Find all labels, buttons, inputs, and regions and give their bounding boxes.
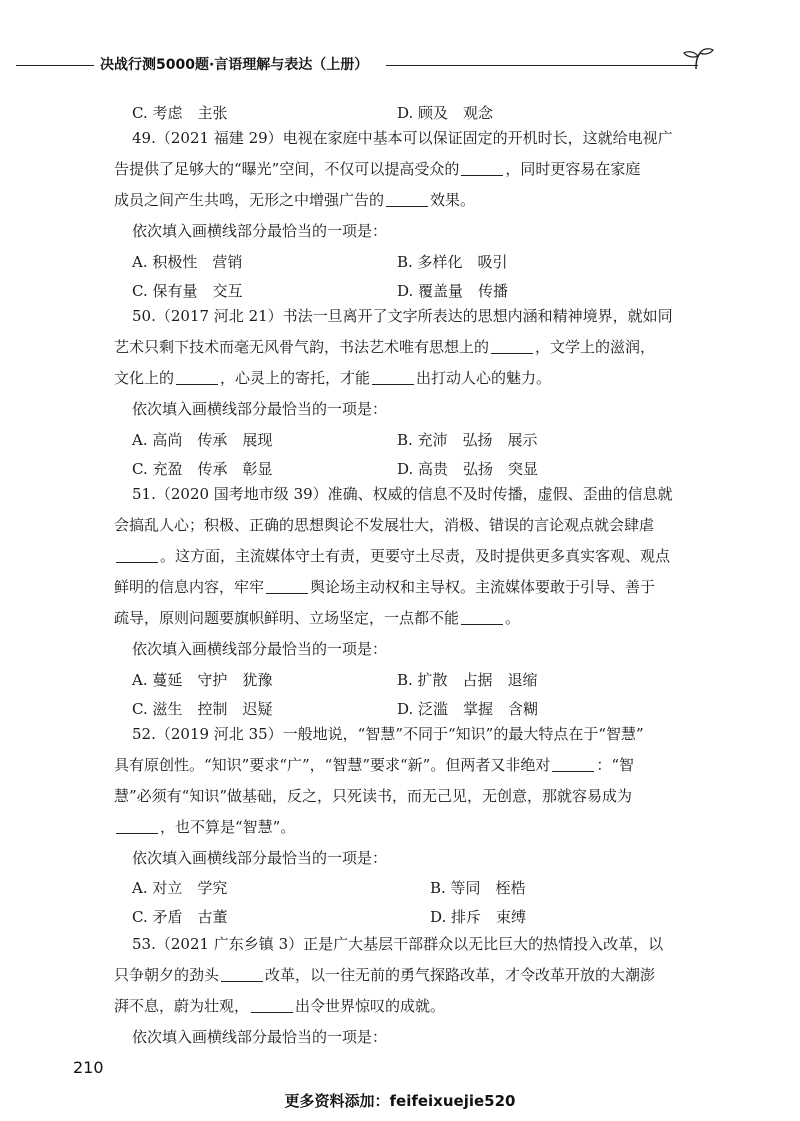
q52-line-1: 52.（2019 河北 35）一般地说，“智慧”不同于“知识”的最大特点在于“智慧” — [132, 725, 644, 743]
blank-line — [116, 819, 158, 834]
q52-prompt: 依次填入画横线部分最恰当的一项是： — [132, 849, 388, 867]
q49-line-3b: 效果。 — [430, 191, 476, 209]
q49-line-2a: 告提供了足够大的“曝光”空间，不仅可以提高受众的 — [114, 160, 460, 178]
q51-option-c: C. 滋生 控制 迟疑 — [132, 700, 273, 718]
blank-line — [461, 610, 503, 625]
q53-line-3a: 湃不息，蔚为壮观， — [114, 997, 250, 1015]
q50-stem — [114, 301, 694, 425]
q48-option-c: C. 考虑 主张 — [132, 104, 228, 122]
blank-line — [491, 339, 533, 354]
q51-line-5b: 。 — [505, 609, 521, 627]
q53-line-1: 53.（2021 广东乡镇 3）正是广大基层干部群众以无比巨大的热情投入改革，以 — [132, 935, 664, 953]
blank-line — [461, 161, 503, 176]
q49-option-a: A. 积极性 营销 — [132, 253, 243, 271]
q51-line-1: 51.（2020 国考地市级 39）准确、权威的信息不及时传播，虚假、歪曲的信息就 — [132, 485, 673, 503]
q49-option-d: D. 覆盖量 传播 — [397, 282, 509, 300]
q49-stem — [114, 123, 694, 247]
blank-line — [116, 548, 158, 563]
header-rule-left — [16, 65, 94, 66]
q49-line-3a: 成员之间产生共鸣，无形之中增强广告的 — [114, 191, 385, 209]
q50-line-3b: ，心灵上的寄托，才能 — [220, 369, 371, 387]
q51-line-3: 。这方面，主流媒体守土有责，更要守土尽责，及时提供更多真实客观、观点 — [160, 547, 671, 565]
q52-line-2b: ：“智 — [596, 756, 635, 774]
q49-line-1: 49.（2021 福建 29）电视在家庭中基本可以保证固定的开机时长，这就给电视广 — [132, 129, 673, 147]
blank-line — [176, 370, 218, 385]
q51-option-b: B. 扩散 占据 退缩 — [397, 671, 538, 689]
q53-line-2a: 只争朝夕的劲头 — [114, 966, 220, 984]
blank-line — [251, 998, 293, 1013]
q52-stem — [114, 719, 694, 874]
q51-line-5a: 疏导，原则问题要旗帜鲜明、立场坚定，一点都不能 — [114, 609, 460, 627]
q50-option-d: D. 高贵 弘扬 突显 — [397, 460, 539, 478]
q51-line-4b: 舆论场主动权和主导权。主流媒体要敢于引导、善于 — [310, 578, 656, 596]
footer-note: 更多资料添加：feifeixuejie520 — [284, 1092, 516, 1110]
q52-option-c: C. 矛盾 古董 — [132, 908, 228, 926]
blank-line — [266, 579, 308, 594]
q52-option-d: D. 排斥 束缚 — [430, 908, 527, 926]
header-rule-right — [386, 65, 698, 66]
sprout-icon — [676, 47, 716, 69]
q51-line-4a: 鲜明的信息内容，牢牢 — [114, 578, 265, 596]
q52-line-2a: 具有原创性。“知识”要求“广”，“智慧”要求“新”。但两者又非绝对 — [114, 756, 551, 774]
q50-option-b: B. 充沛 弘扬 展示 — [397, 431, 538, 449]
q50-line-3c: 出打动人心的魅力。 — [416, 369, 552, 387]
q50-line-2b: ，文学上的滋润， — [535, 338, 656, 356]
q53-prompt: 依次填入画横线部分最恰当的一项是： — [132, 1028, 388, 1046]
q53-line-3b: 出令世界惊叹的成就。 — [295, 997, 446, 1015]
q53-stem — [114, 929, 694, 1053]
q51-option-a: A. 蔓延 守护 犹豫 — [132, 671, 273, 689]
q50-prompt: 依次填入画横线部分最恰当的一项是： — [132, 400, 388, 418]
q51-option-d: D. 泛滥 掌握 含糊 — [397, 700, 539, 718]
q50-option-a: A. 高尚 传承 展现 — [132, 431, 273, 449]
q52-option-a: A. 对立 学究 — [132, 879, 228, 897]
q48-option-d: D. 顾及 观念 — [397, 104, 494, 122]
q52-line-3: 慧”必须有“知识”做基础，反之，只死读书，而无己见，无创意，那就容易成为 — [114, 787, 633, 805]
q50-option-c: C. 充盈 传承 彰显 — [132, 460, 273, 478]
q51-stem — [114, 479, 694, 665]
q52-line-4: ，也不算是“智慧”。 — [160, 818, 296, 836]
q52-option-b: B. 等同 桎梏 — [430, 879, 526, 897]
q53-line-2b: 改革，以一往无前的勇气探路改革，才令改革开放的大潮澎 — [265, 966, 656, 984]
book-title: 决战行测5000题·言语理解与表达（上册） — [100, 57, 369, 73]
q49-option-b: B. 多样化 吸引 — [397, 253, 508, 271]
blank-line — [221, 967, 263, 982]
q50-line-2a: 艺术只剩下技术而毫无风骨气韵，书法艺术唯有思想上的 — [114, 338, 490, 356]
q49-line-2b: ，同时更容易在家庭 — [505, 160, 641, 178]
page-number: 210 — [73, 1058, 104, 1077]
blank-line — [386, 192, 428, 207]
q50-line-1: 50.（2017 河北 21）书法一旦离开了文字所表达的思想内涵和精神境界，就如同 — [132, 307, 673, 325]
q51-prompt: 依次填入画横线部分最恰当的一项是： — [132, 640, 388, 658]
q49-prompt: 依次填入画横线部分最恰当的一项是： — [132, 222, 388, 240]
blank-line — [372, 370, 414, 385]
blank-line — [552, 757, 594, 772]
q51-line-2: 会搞乱人心；积极、正确的思想舆论不发展壮大，消极、错误的言论观点就会肆虐 — [114, 516, 655, 534]
q50-line-3a: 文化上的 — [114, 369, 175, 387]
running-header — [16, 47, 696, 77]
q49-option-c: C. 保有量 交互 — [132, 282, 243, 300]
